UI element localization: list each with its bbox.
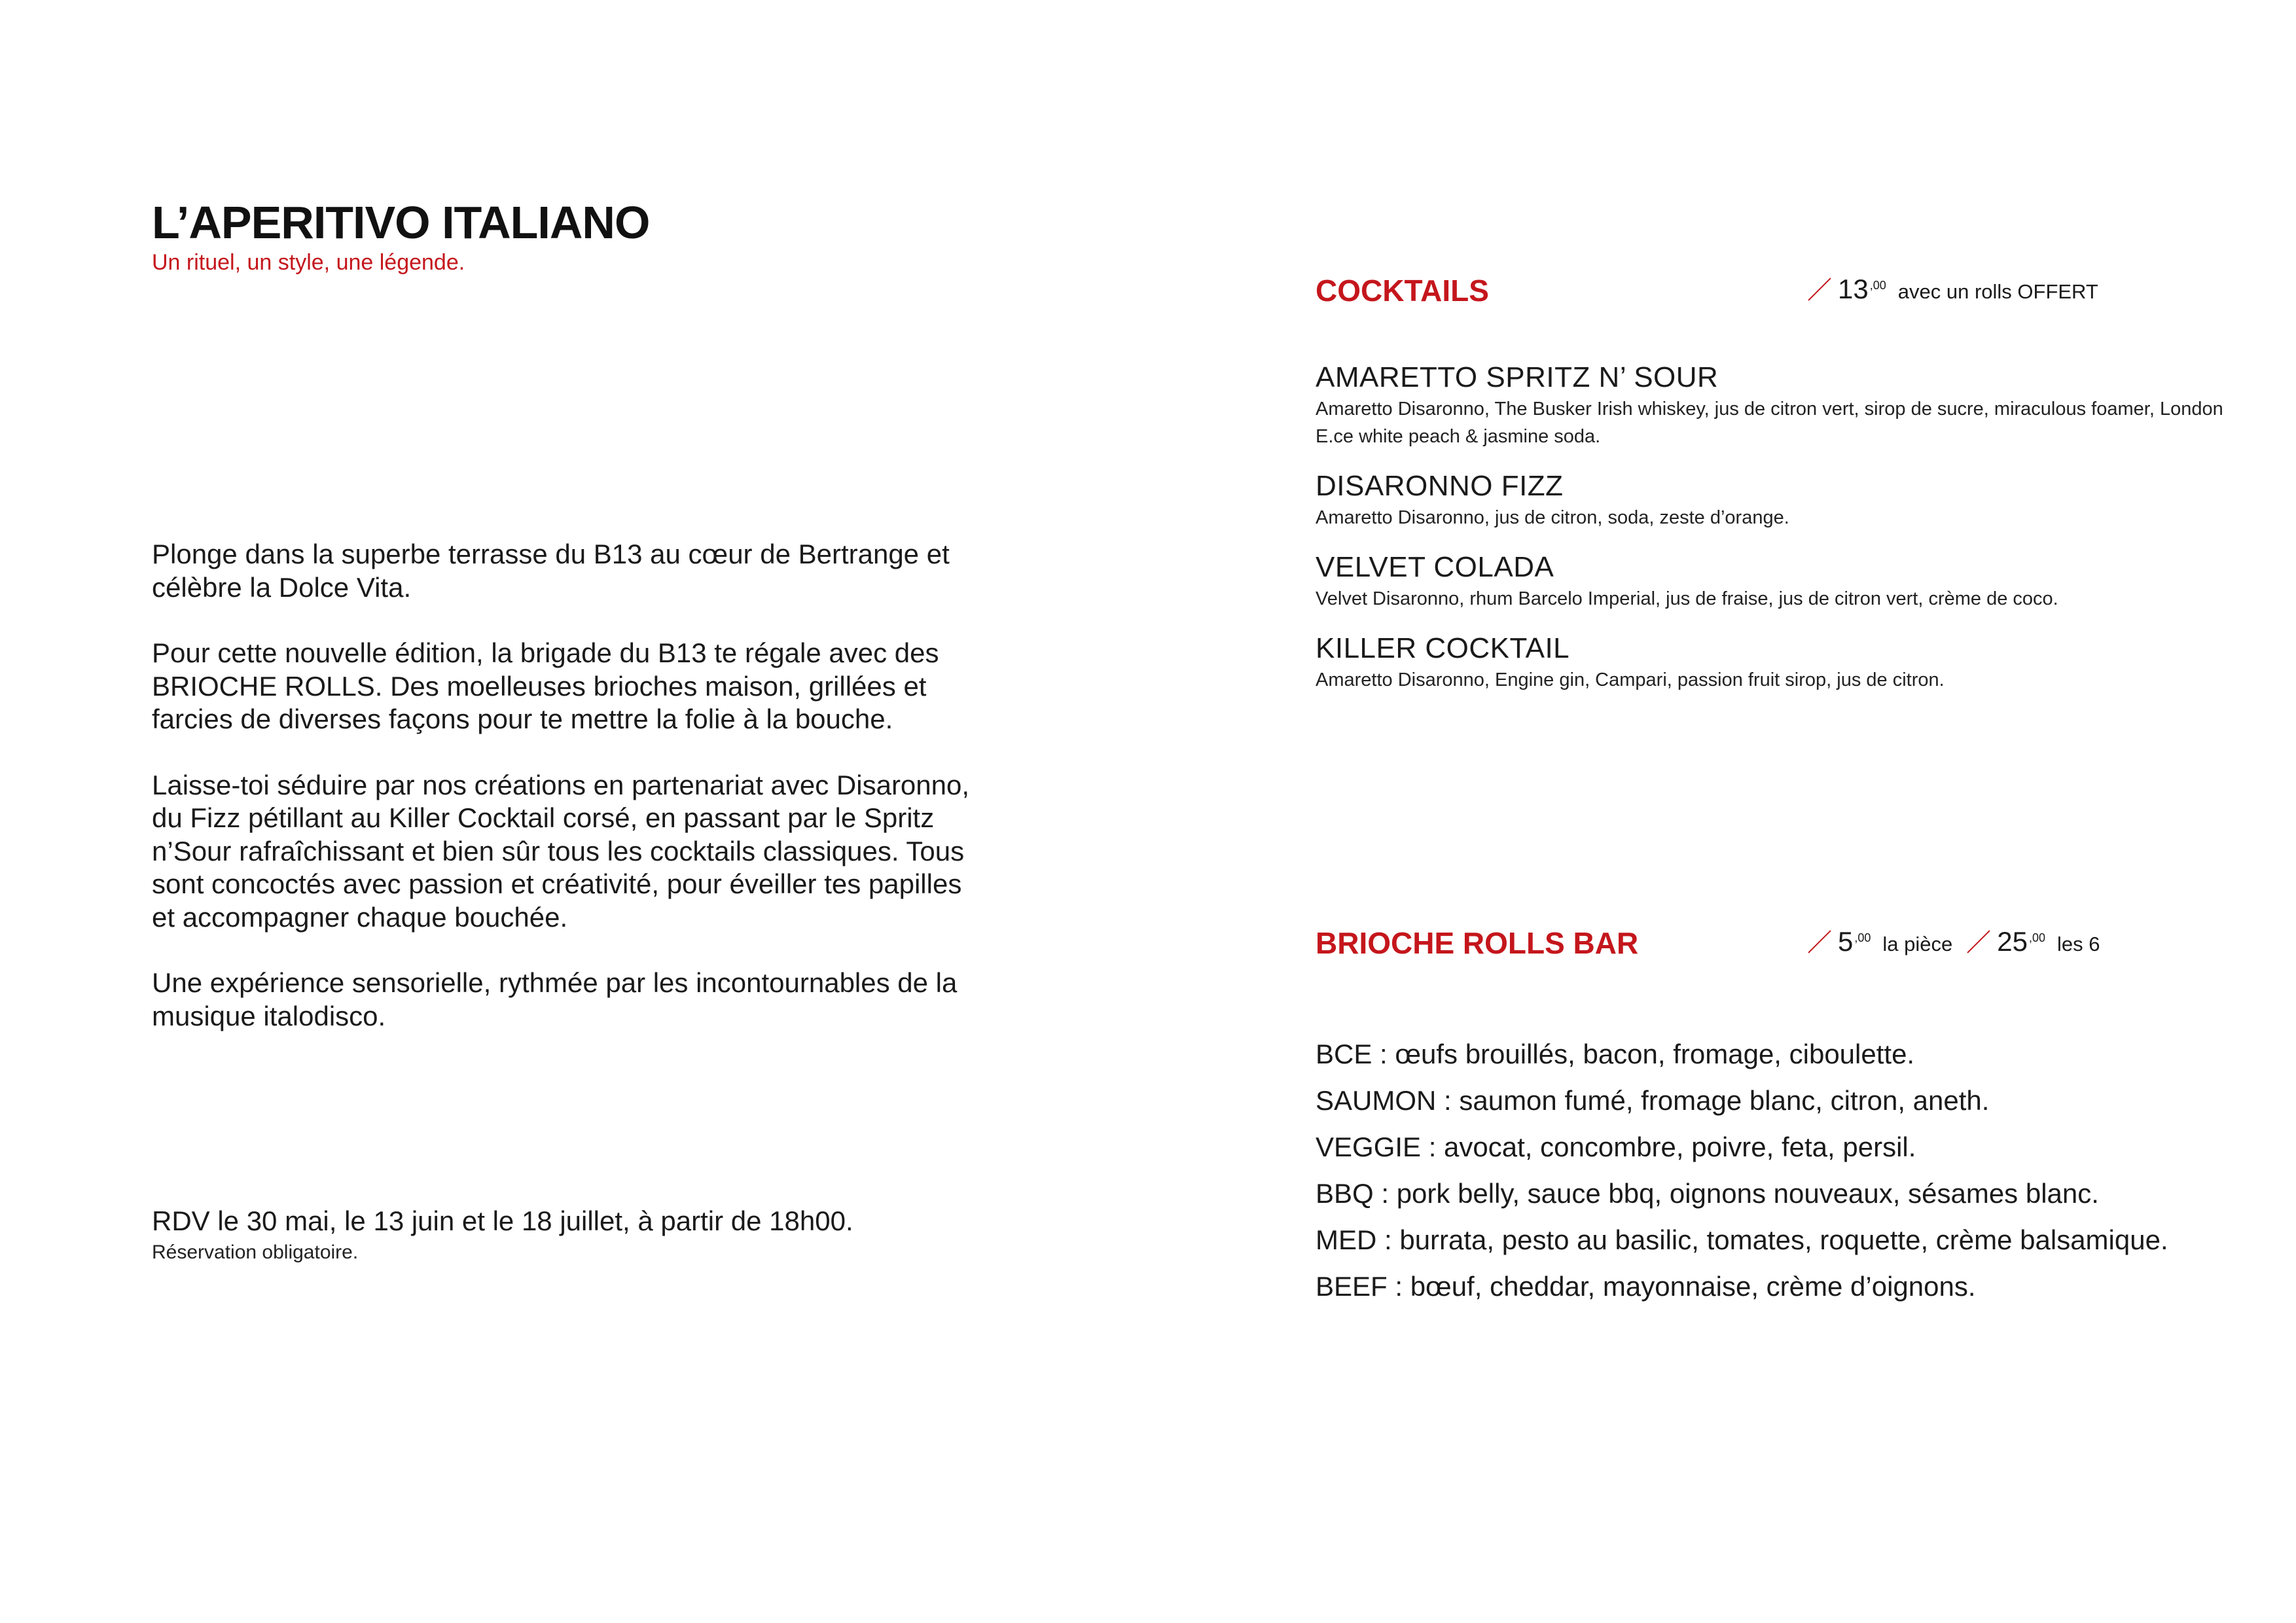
cocktail-name: KILLER COCKTAIL: [1316, 632, 1570, 664]
price-amount: 25: [1997, 926, 2028, 957]
cocktail-description: Amaretto Disaronno, jus de citron, soda, zeste d’orange.: [1316, 507, 1789, 528]
roll-item: MED : burrata, pesto au basilic, tomates, roquette, crème balsamique.: [1316, 1224, 2168, 1255]
price-cents: ,00: [2028, 931, 2045, 944]
roll-item: BEEF : bœuf, cheddar, mayonnaise, crème d’oignons.: [1316, 1271, 1976, 1302]
cocktail-name: DISARONNO FIZZ: [1316, 470, 1564, 502]
price-note: la pièce: [1882, 933, 1953, 955]
reservation-note: Réservation obligatoire.: [152, 1241, 359, 1263]
cocktail-description: Velvet Disaronno, rhum Barcelo Imperial, jus de fraise, jus de citron vert, crème de coco.: [1316, 588, 2058, 609]
cocktail-name: VELVET COLADA: [1316, 551, 1554, 583]
cocktail-list: [1316, 360, 2232, 712]
roll-item: BBQ : pork belly, sauce bbq, oignons nouveaux, sésames blanc.: [1316, 1178, 2099, 1209]
cocktail-description: Amaretto Disaronno, Engine gin, Campari, passion fruit sirop, jus de citron.: [1316, 669, 1945, 690]
cocktail-item: [1316, 631, 2232, 694]
page-subtitle: Un rituel, un style, une légende.: [152, 250, 465, 275]
intro-paragraph: Plonge dans la superbe terrasse du B13 au cœur de Bertrange et célèbre la Dolce Vita.: [152, 539, 950, 603]
cocktail-name: AMARETTO SPRITZ N’ SOUR: [1316, 361, 1719, 393]
rolls-title: BRIOCHE ROLLS BAR: [1316, 926, 1639, 960]
slash-icon: [1967, 930, 1990, 954]
price-amount: 5: [1838, 926, 1854, 957]
intro-text: [152, 538, 970, 1065]
price-amount: 13: [1838, 274, 1869, 304]
intro-paragraph: Pour cette nouvelle édition, la brigade du B13 te régale avec des BRIOCHE ROLLS. Des moelleuses brioches maison, grillées et farcies de diverses façons pour te mettre la folie à la bouche.: [152, 637, 939, 734]
title-block: [152, 196, 970, 276]
rdv-block: [152, 1204, 1003, 1267]
price-cents: ,00: [1869, 279, 1886, 292]
intro-paragraph: Laisse-toi séduire par nos créations en partenariat avec Disaronno, du Fizz pétillant au Killer Cocktail corsé, en passant par le Spritz n’Sour rafraîchissant et bien sûr tous les cocktails classiques. Tous sont concoctés avec passion et créativité, pour éveiller tes papilles et accompagner chaque bouchée.: [152, 769, 970, 933]
slash-icon: [1808, 930, 1831, 954]
price-cents: ,00: [1854, 931, 1871, 944]
cocktail-item: [1316, 550, 2232, 613]
price-note: les 6: [2057, 933, 2100, 955]
page-title: L’APERITIVO ITALIANO: [152, 197, 650, 248]
rolls-list: [1316, 1031, 2265, 1310]
roll-item: SAUMON : saumon fumé, fromage blanc, citron, aneth.: [1316, 1085, 1990, 1116]
rdv-dates: RDV le 30 mai, le 13 juin et le 18 juillet, à partir de 18h00.: [152, 1205, 853, 1236]
rolls-price: [1808, 926, 2100, 957]
cocktails-price: [1808, 274, 2098, 305]
roll-item: VEGGIE : avocat, concombre, poivre, feta, persil.: [1316, 1132, 1916, 1162]
roll-item: BCE : œufs brouillés, bacon, fromage, ciboulette.: [1316, 1039, 1915, 1069]
cocktail-item: [1316, 469, 2232, 531]
cocktail-description: Amaretto Disaronno, The Busker Irish whiskey, jus de citron vert, sirop de sucre, miraculous foamer, London E.ce white peach & jasmine soda.: [1316, 399, 2223, 447]
cocktail-item: [1316, 360, 2232, 450]
slash-icon: [1808, 277, 1831, 301]
cocktails-title: COCKTAILS: [1316, 274, 1489, 308]
intro-paragraph: Une expérience sensorielle, rythmée par les incontournables de la musique italodisco.: [152, 967, 958, 1031]
price-note: avec un rolls OFFERT: [1897, 280, 2098, 303]
